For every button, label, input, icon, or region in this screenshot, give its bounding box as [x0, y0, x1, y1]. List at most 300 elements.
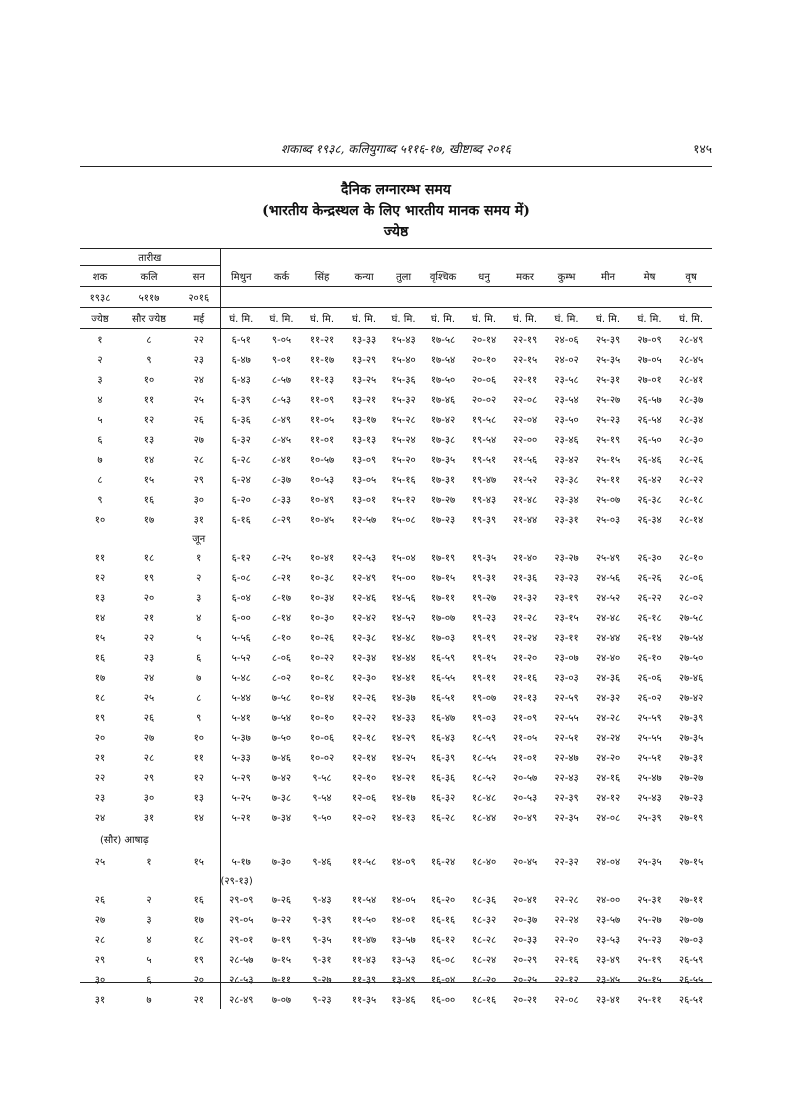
table-cell: २३	[178, 349, 220, 369]
table-cell: २७-०७	[678, 915, 704, 926]
table-row	[80, 429, 712, 449]
table-cell: २५-३१	[637, 895, 662, 906]
table-row	[80, 707, 712, 727]
table-cell: १४	[143, 455, 155, 466]
table-cell: २५-११	[637, 995, 662, 1006]
table-cell: २३-४२	[554, 455, 579, 466]
table-cell: ७-२२	[271, 915, 292, 926]
table-cell: १९-०३	[471, 713, 497, 724]
year-cell-empty	[546, 287, 587, 308]
column-header: वृश्चिक	[429, 271, 457, 283]
table-cell: ९-५४	[312, 793, 332, 804]
empty-cell	[220, 529, 712, 547]
table-cell: २७-१५	[678, 857, 704, 868]
table-cell: १९-४७	[471, 475, 497, 486]
table-cell: २६-५०	[637, 435, 662, 446]
solar-month-label-row	[80, 827, 712, 851]
month-label-row	[80, 529, 712, 547]
table-cell: १५-४३	[391, 335, 416, 346]
table-cell: १६	[94, 653, 106, 664]
table-cell: २४-२४	[595, 733, 621, 744]
table-cell: २५-२३	[637, 935, 662, 946]
table-cell: २७-१९	[678, 813, 704, 824]
table-cell: १४-४४	[391, 653, 416, 664]
table-cell: २५-१५	[595, 455, 621, 466]
table-cell: १३-०९	[351, 455, 377, 466]
table-cell: २८-४९	[678, 335, 704, 346]
unit-cell: घं. मि.	[269, 314, 294, 325]
unit-cell: सौर ज्येष्ठ	[131, 314, 167, 325]
table-cell: २६	[94, 895, 106, 906]
table-cell: २१-०१	[512, 753, 538, 764]
table-cell: ५-१७	[231, 857, 251, 868]
year-cell-empty	[220, 287, 262, 308]
table-cell: ६-१६	[231, 515, 251, 526]
year-cell: २०१६	[178, 287, 220, 308]
table-cell: २७-२३	[678, 793, 704, 804]
table-cell: २४-५६	[595, 573, 621, 584]
table-cell: २१-२४	[512, 633, 538, 644]
table-cell: २६	[178, 409, 220, 429]
lagna-table	[80, 248, 712, 1009]
table-cell: १७	[94, 673, 106, 684]
table-cell: २३-५७	[595, 915, 621, 926]
table-cell: २१	[143, 613, 155, 624]
table-cell: १९-३१	[471, 573, 497, 584]
table-cell: २३-२३	[554, 573, 579, 584]
table-row	[80, 929, 712, 949]
table-cell: २७-०३	[678, 935, 704, 946]
table-cell: ८-२९	[271, 515, 292, 526]
table-cell: ६-१२	[231, 553, 251, 564]
column-header: कुम्भ	[557, 271, 576, 283]
table-cell: २४-०४	[595, 857, 621, 868]
table-cell: २७-०९	[637, 335, 662, 346]
table-cell: २५-५५	[637, 733, 662, 744]
table-cell: २५-२७	[637, 915, 662, 926]
table-cell: ७-२६	[271, 895, 292, 906]
column-header: मेष	[643, 271, 656, 283]
column-header: मिथुन	[231, 271, 252, 283]
table-cell: १७-०७	[430, 613, 456, 624]
table-cell: ८-०२	[271, 673, 292, 684]
table-row	[80, 851, 712, 871]
year-cell: ५११७	[138, 293, 160, 304]
table-cell: ७-५०	[271, 733, 292, 744]
table-cell: २२-३९	[554, 793, 579, 804]
table-row	[80, 567, 712, 587]
table-cell: १२-१८	[351, 733, 377, 744]
table-cell: १०	[94, 515, 106, 526]
table-cell: १०	[178, 727, 220, 747]
sub-label: (२९-१३)	[220, 876, 253, 887]
table-cell: १६	[178, 889, 220, 909]
table-cell: ८-२५	[271, 553, 292, 564]
table-cell: १	[146, 857, 152, 868]
table-cell: १३-५३	[391, 955, 416, 966]
sub-label-row	[80, 871, 712, 889]
table-cell: १५	[143, 475, 155, 486]
table-cell: २८-४१	[678, 375, 704, 386]
table-cell: १४-१३	[391, 813, 416, 824]
table-cell: २७	[178, 429, 220, 449]
table-cell: २५	[94, 857, 106, 868]
table-cell: ९-२७	[312, 975, 332, 986]
table-cell: १७-१५	[430, 573, 456, 584]
table-row	[80, 587, 712, 607]
table-cell: २५-३१	[595, 375, 621, 386]
table-cell: ३१	[94, 995, 106, 1006]
table-cell: १४-३३	[391, 713, 416, 724]
table-cell: १८-४०	[471, 857, 497, 868]
table-cell: २४-१६	[595, 773, 621, 784]
table-cell: १५-३६	[391, 375, 416, 386]
table-cell: १२-३४	[351, 653, 377, 664]
table-cell: १३-०१	[351, 495, 377, 506]
table-cell: २४-३६	[595, 673, 621, 684]
empty-cell	[80, 871, 220, 889]
unit-cell: घं. मि.	[554, 314, 579, 325]
table-cell: १९	[178, 949, 220, 969]
column-header-row	[80, 266, 712, 287]
table-cell: १६-००	[430, 995, 456, 1006]
table-cell: १०-१४	[309, 693, 335, 704]
table-cell: २१-१३	[512, 693, 538, 704]
table-cell: ३०	[94, 975, 106, 986]
table-cell: ६	[178, 647, 220, 667]
table-cell: २२-००	[512, 435, 538, 446]
table-cell: १०-०२	[309, 753, 335, 764]
empty-cell	[80, 529, 178, 547]
table-cell: ८	[97, 475, 103, 486]
table-cell: २८-०६	[678, 573, 704, 584]
table-cell: १९-११	[471, 673, 497, 684]
table-cell: १४-०९	[391, 857, 416, 868]
running-head	[80, 140, 712, 160]
unit-cell: घं. मि.	[352, 314, 377, 325]
table-cell: २३-४९	[595, 955, 621, 966]
table-row	[80, 889, 712, 909]
table-cell: ६-४३	[231, 375, 251, 386]
table-cell: १३-१३	[351, 435, 377, 446]
table-cell: २६-५१	[678, 995, 704, 1006]
table-cell: २३-५४	[554, 395, 579, 406]
table-cell: २६-३०	[637, 553, 662, 564]
table-cell: २७-४६	[678, 673, 704, 684]
table-cell: १८-५२	[471, 773, 497, 784]
table-cell: १७-५४	[430, 355, 456, 366]
table-cell: २२-१२	[554, 975, 579, 986]
table-cell: ५-३३	[231, 753, 251, 764]
table-cell: १४-४१	[391, 673, 416, 684]
table-cell: १५	[94, 633, 106, 644]
table-cell: ३	[97, 375, 103, 386]
table-cell: १२	[178, 767, 220, 787]
table-cell: २१	[94, 753, 106, 764]
table-cell: २२-०८	[554, 995, 579, 1006]
year-cell-empty	[587, 287, 629, 308]
table-cell: २०-५३	[512, 793, 538, 804]
unit-cell: घं. मि.	[431, 314, 456, 325]
table-cell: ५-२१	[231, 813, 251, 824]
table-cell: १०	[143, 375, 155, 386]
table-cell: १५-२८	[391, 415, 416, 426]
table-row	[80, 687, 712, 707]
table-cell: ११-४७	[351, 935, 377, 946]
table-cell: १७-३८	[430, 435, 456, 446]
table-cell: ३०	[143, 793, 155, 804]
table-cell: १०-४५	[309, 515, 335, 526]
table-cell: २४-००	[595, 895, 621, 906]
table-cell: २०-४९	[512, 813, 538, 824]
table-cell: ९-५८	[312, 773, 332, 784]
table-cell: २६-१०	[637, 653, 662, 664]
table-cell: २८-४५	[678, 355, 704, 366]
table-cell: १९-२३	[471, 613, 497, 624]
table-cell: २०	[94, 733, 106, 744]
table-cell: १४-०५	[391, 895, 416, 906]
table-cell: २९-०५	[229, 915, 254, 926]
table-cell: १५-०४	[391, 553, 416, 564]
year-row	[80, 287, 712, 308]
table-cell: २९	[178, 469, 220, 489]
table-cell: १३-१७	[351, 415, 377, 426]
table-cell: २९-०१	[229, 935, 254, 946]
table-cell: १६-०८	[430, 955, 456, 966]
table-cell: १६-४७	[430, 713, 456, 724]
table-cell: १६-३९	[430, 753, 456, 764]
table-cell: ४	[97, 395, 103, 406]
table-cell: ११-२१	[309, 335, 335, 346]
table-cell: ११-५०	[351, 915, 377, 926]
table-cell: २६-५७	[637, 395, 662, 406]
bottom-rule	[80, 982, 712, 983]
month-label: जून	[178, 529, 220, 547]
table-cell: २८	[178, 449, 220, 469]
table-cell: २५-२७	[595, 395, 621, 406]
table-cell: २४-५२	[595, 593, 621, 604]
table-cell: २१-०५	[512, 733, 538, 744]
table-cell: २२-१९	[512, 335, 538, 346]
table-cell: २१-३६	[512, 573, 538, 584]
table-cell: २२-३५	[554, 813, 579, 824]
table-cell: २९	[94, 955, 106, 966]
table-cell: १२	[94, 573, 106, 584]
table-cell: १३-४६	[391, 995, 416, 1006]
table-cell: २४-४४	[595, 633, 621, 644]
table-cell: २४-३२	[595, 693, 621, 704]
table-cell: १३-४९	[391, 975, 416, 986]
table-cell: १२-५३	[351, 553, 377, 564]
table-cell: ९	[178, 707, 220, 727]
table-row	[80, 969, 712, 989]
table-cell: ३	[146, 915, 152, 926]
table-cell: २८-३७	[678, 395, 704, 406]
table-cell: १०-५३	[309, 475, 335, 486]
table-cell: ११-५८	[351, 857, 377, 868]
table-cell: १०-३०	[309, 613, 335, 624]
table-cell: १३-२९	[351, 355, 377, 366]
year-cell-empty	[385, 287, 422, 308]
table-cell: ५-५६	[231, 633, 251, 644]
table-cell: २४-०६	[554, 335, 579, 346]
table-cell: १८	[143, 553, 155, 564]
table-cell: ८-५३	[271, 395, 292, 406]
table-cell: २७-५४	[678, 633, 704, 644]
table-cell: २४-२८	[595, 713, 621, 724]
table-cell: २५-४३	[637, 793, 662, 804]
table-cell: २३-१५	[554, 613, 579, 624]
table-cell: २६-५४	[637, 415, 662, 426]
table-cell: १६-५५	[430, 673, 456, 684]
table-cell: १६-५९	[430, 653, 456, 664]
table-cell: २६-३४	[637, 515, 662, 526]
table-cell: १५-२४	[391, 435, 416, 446]
table-cell: ६-२८	[231, 455, 251, 466]
table-row	[80, 989, 712, 1009]
table-cell: १९-१९	[471, 633, 497, 644]
year-cell-empty	[670, 287, 712, 308]
table-cell: १९-२७	[471, 593, 497, 604]
unit-cell: ज्येष्ठ	[91, 314, 109, 325]
table-cell: २२-११	[512, 375, 538, 386]
table-cell: १४	[178, 807, 220, 827]
table-cell: २३-५०	[554, 415, 579, 426]
table-cell: २८-१४	[678, 515, 704, 526]
table-cell: २५-३९	[595, 335, 621, 346]
table-row	[80, 607, 712, 627]
table-cell: ६-४७	[231, 355, 251, 366]
table-cell: २२-१६	[554, 955, 579, 966]
table-cell: २८-५३	[229, 975, 254, 986]
table-cell: १६	[143, 495, 155, 506]
table-cell: १८-४८	[471, 793, 497, 804]
table-cell: ५-२९	[231, 773, 251, 784]
table-cell: २८-४९	[229, 995, 254, 1006]
table-cell: ५-३७	[231, 733, 251, 744]
table-cell: २५-२३	[595, 415, 621, 426]
table-cell: २५-५१	[637, 753, 662, 764]
table-cell: १७-४२	[430, 415, 456, 426]
table-cell: २८-२२	[678, 475, 704, 486]
table-row	[80, 369, 712, 389]
table-cell: २८	[143, 753, 155, 764]
header-title: शकाब्द १९३८, कलियुगाब्द ५११६-१७, खीष्टाब्द २०१६	[280, 142, 512, 156]
table-cell: १४-२९	[391, 733, 416, 744]
table-cell: ४	[146, 935, 152, 946]
table-cell: १६-१२	[430, 935, 456, 946]
table-cell: ५-४८	[231, 673, 251, 684]
table-cell: २	[178, 567, 220, 587]
table-cell: २५-४९	[595, 553, 621, 564]
year-cell-empty	[464, 287, 504, 308]
table-cell: १२-५७	[351, 515, 377, 526]
table-cell: २८-३०	[678, 435, 704, 446]
table-cell: १६-३६	[430, 773, 456, 784]
table-row	[80, 329, 712, 350]
table-cell: २०-५७	[512, 773, 538, 784]
table-cell: १६-१६	[430, 915, 456, 926]
table-row	[80, 627, 712, 647]
table-cell: ७-१९	[271, 935, 292, 946]
table-cell: १३	[178, 787, 220, 807]
table-cell: १७-४६	[430, 395, 456, 406]
table-cell: २४-१२	[595, 793, 621, 804]
table-cell: ११-०५	[309, 415, 335, 426]
table-cell: १८-१६	[471, 995, 497, 1006]
table-cell: २९-०९	[229, 895, 254, 906]
table-cell: २९	[143, 773, 155, 784]
table-row	[80, 469, 712, 489]
table-row	[80, 949, 712, 969]
table-cell: १६-०४	[430, 975, 456, 986]
table-cell: १६-५१	[430, 693, 456, 704]
table-cell: ६-२४	[231, 475, 251, 486]
table-cell: २३-११	[554, 633, 579, 644]
table-cell: २५-०३	[595, 515, 621, 526]
table-cell: १३-५७	[391, 935, 416, 946]
table-cell: २५-३५	[637, 857, 662, 868]
table-cell: ७-०७	[271, 995, 292, 1006]
table-cell: १४-५६	[391, 593, 416, 604]
table-cell: ८-३७	[271, 475, 292, 486]
table-row	[80, 767, 712, 787]
table-row	[80, 747, 712, 767]
table-cell: १८	[94, 693, 106, 704]
table-cell: २७-३९	[678, 713, 704, 724]
table-cell: २२-५९	[554, 693, 579, 704]
table-cell: १	[97, 335, 103, 346]
table-cell: २०-३७	[512, 915, 538, 926]
table-cell: २१-३२	[512, 593, 538, 604]
year-cell-empty	[629, 287, 670, 308]
table-cell: १७-२७	[430, 495, 456, 506]
table-cell: ११-०१	[309, 435, 335, 446]
table-cell: १६-२८	[430, 813, 456, 824]
table-row	[80, 647, 712, 667]
table-cell: २६-०२	[637, 693, 662, 704]
table-cell: २०-३३	[512, 935, 538, 946]
table-cell: २५-१५	[637, 975, 662, 986]
table-cell: १२-३८	[351, 633, 377, 644]
table-cell: २२-२०	[554, 935, 579, 946]
table-cell: २३-३१	[554, 515, 579, 526]
table-row	[80, 727, 712, 747]
table-cell: १९-१५	[471, 653, 497, 664]
table-body	[80, 329, 712, 1010]
table-cell: २६-१८	[637, 613, 662, 624]
table-cell: ६-३२	[231, 435, 251, 446]
table-cell: २७-११	[678, 895, 704, 906]
table-cell: ७	[146, 995, 152, 1006]
table-cell: २७	[94, 915, 106, 926]
table-cell: १२-२६	[351, 693, 377, 704]
column-header: कलि	[140, 272, 158, 283]
table-cell: २०-२५	[512, 975, 538, 986]
table-cell: १३	[94, 593, 106, 604]
table-cell: २३	[143, 653, 155, 664]
table-cell: २७-४२	[678, 693, 704, 704]
table-row	[80, 489, 712, 509]
table-cell: २	[146, 895, 152, 906]
column-header: तुला	[395, 271, 412, 283]
table-cell: २३-५८	[554, 375, 579, 386]
table-cell: १२-१४	[351, 753, 377, 764]
table-cell: १७-२३	[430, 515, 456, 526]
table-cell: २३-०७	[554, 653, 579, 664]
unit-row	[80, 308, 712, 329]
table-cell: ५-४४	[231, 693, 251, 704]
